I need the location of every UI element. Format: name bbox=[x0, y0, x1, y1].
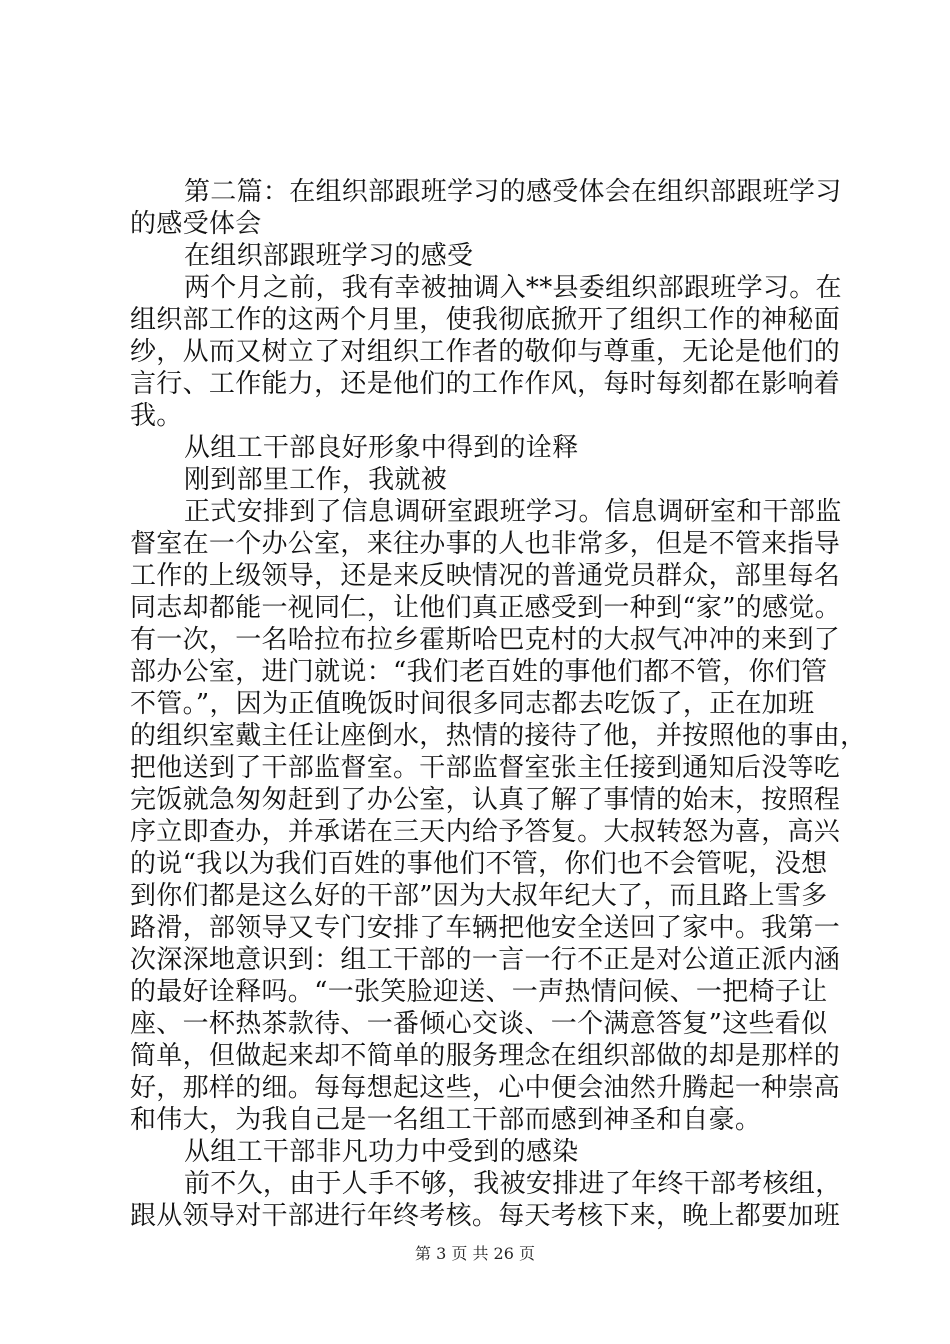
text-line: 工作的上级领导，还是来反映情况的普通党员群众，部里每名 bbox=[130, 561, 841, 591]
text-line: 纱，从而又树立了对组织工作者的敬仰与尊重，无论是他们的 bbox=[130, 337, 841, 367]
text-line: 的组织室戴主任让座倒水，热情的接待了他，并按照他的事由， bbox=[130, 721, 867, 751]
text-line: 跟从领导对干部进行年终考核。每天考核下来，晚上都要加班 bbox=[130, 1201, 841, 1231]
text-line: 把他送到了干部监督室。干部监督室张主任接到通知后没等吃 bbox=[130, 753, 841, 783]
text-line: 的最好诠释吗。“一张笑脸迎送、一声热情问候、一把椅子让 bbox=[130, 977, 828, 1007]
text-line: 有一次，一名哈拉布拉乡霍斯哈巴克村的大叔气冲冲的来到了 bbox=[130, 625, 841, 655]
text-line: 同志却都能一视同仁，让他们真正感受到一种到“家”的感觉。 bbox=[130, 593, 841, 623]
text-line: 序立即查办，并承诺在三天内给予答复。大叔转怒为喜，高兴 bbox=[130, 817, 841, 847]
text-line: 两个月之前，我有幸被抽调入**县委组织部跟班学习。在 bbox=[184, 273, 842, 303]
text-line: 到你们都是这么好的干部”因为大叔年纪大了，而且路上雪多 bbox=[130, 881, 828, 911]
text-line: 的说“我以为我们百姓的事他们不管，你们也不会管呢，没想 bbox=[130, 849, 828, 879]
text-line: 简单，但做起来却不简单的服务理念在组织部做的却是那样的 bbox=[130, 1041, 841, 1071]
text-line: 完饭就急匆匆赶到了办公室，认真了解了事情的始末，按照程 bbox=[130, 785, 841, 815]
text-line: 和伟大，为我自己是一名组工干部而感到神圣和自豪。 bbox=[130, 1105, 762, 1135]
text-line: 正式安排到了信息调研室跟班学习。信息调研室和干部监 bbox=[184, 497, 842, 527]
text-line: 在组织部跟班学习的感受 bbox=[184, 241, 474, 271]
text-line: 座、一杯热茶款待、一番倾心交谈、一个满意答复”这些看似 bbox=[130, 1009, 828, 1039]
document-body bbox=[130, 176, 867, 1232]
text-line: 从组工干部良好形象中得到的诠释 bbox=[184, 433, 579, 463]
text-line: 从组工干部非凡功力中受到的感染 bbox=[184, 1137, 579, 1167]
text-line: 我。 bbox=[130, 401, 183, 431]
text-line: 部办公室，进门就说：“我们老百姓的事他们都不管，你们管 bbox=[130, 657, 828, 687]
text-line: 好，那样的细。每每想起这些，心中便会油然升腾起一种崇高 bbox=[130, 1073, 841, 1103]
text-line: 刚到部里工作，我就被 bbox=[184, 465, 448, 495]
text-line: 组织部工作的这两个月里，使我彻底掀开了组织工作的神秘面 bbox=[130, 305, 841, 335]
text-line: 的感受体会 bbox=[130, 209, 262, 239]
text-line: 不管。”，因为正值晚饭时间很多同志都去吃饭了，正在加班 bbox=[130, 689, 815, 719]
text-line: 第二篇：在组织部跟班学习的感受体会在组织部跟班学习 bbox=[184, 177, 842, 207]
text-line: 次深深地意识到：组工干部的一言一行不正是对公道正派内涵 bbox=[130, 945, 841, 975]
text-line: 督室在一个办公室，来往办事的人也非常多，但是不管来指导 bbox=[130, 529, 841, 559]
page-footer: 第 3 页 共 26 页 bbox=[415, 1244, 535, 1263]
text-line: 言行、工作能力，还是他们的工作作风，每时每刻都在影响着 bbox=[130, 369, 841, 399]
text-line: 路滑，部领导又专门安排了车辆把他安全送回了家中。我第一 bbox=[130, 913, 841, 943]
text-line: 前不久，由于人手不够，我被安排进了年终干部考核组， bbox=[184, 1169, 842, 1199]
